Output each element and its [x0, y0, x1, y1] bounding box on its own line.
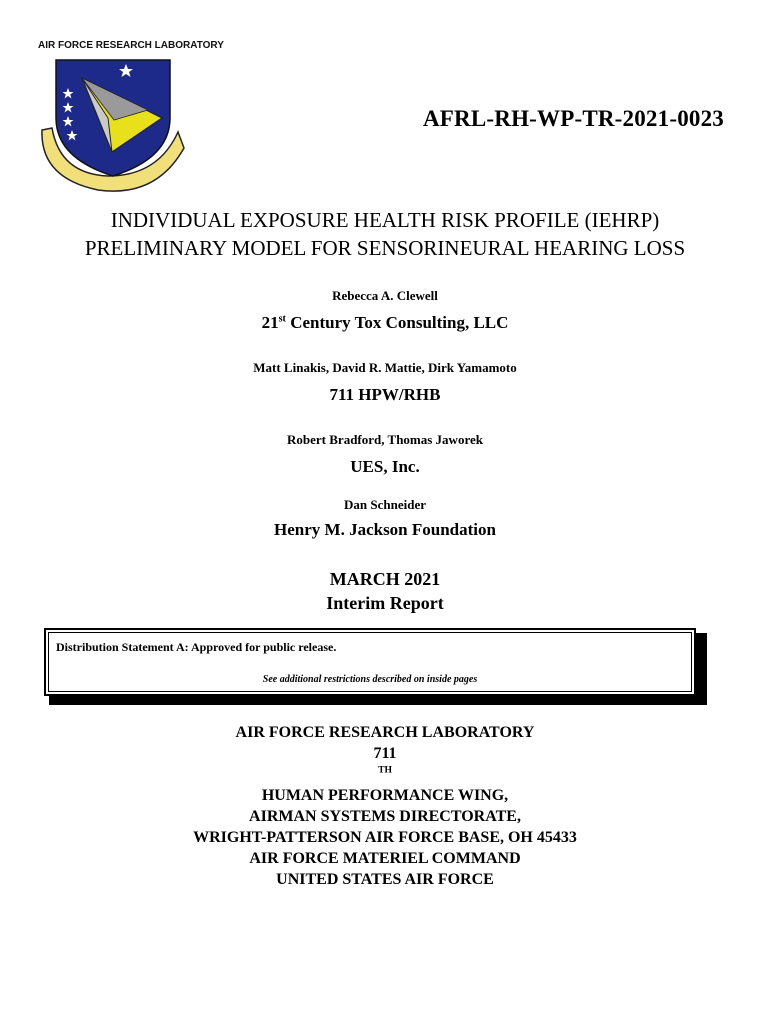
title-line-2: PRELIMINARY MODEL FOR SENSORINEURAL HEARING LOSS	[84, 236, 686, 260]
org-line-4: WRIGHT-PATTERSON AIR FORCE BASE, OH 45433	[193, 829, 577, 846]
author-names: Matt Linakis, David R. Mattie, Dirk Yamamoto	[253, 360, 517, 375]
organization-block	[0, 722, 770, 890]
org-wing-suffix: TH	[378, 764, 392, 776]
author-affiliation: Henry M. Jackson Foundation	[274, 520, 496, 539]
distribution-statement: Distribution Statement A: Approved for public release.	[56, 640, 337, 654]
author-affiliation	[0, 313, 770, 333]
affiliation-name: Century Tox Consulting, LLC	[285, 313, 509, 332]
org-line-1: AIR FORCE RESEARCH LABORATORY	[235, 724, 535, 741]
report-number: AFRL-RH-WP-TR-2021-0023	[422, 106, 724, 131]
author-names: Rebecca A. Clewell	[332, 288, 438, 303]
author-names: Dan Schneider	[344, 497, 426, 512]
org-wing-number: 711	[373, 745, 397, 762]
report-date-block	[0, 567, 770, 615]
report-title	[0, 206, 770, 262]
distribution-note: See additional restrictions described on inside pages	[262, 674, 478, 685]
distribution-box	[44, 628, 696, 696]
report-type: Interim Report	[326, 593, 444, 613]
org-line-5: AIR FORCE MATERIEL COMMAND	[249, 850, 521, 867]
afrl-logo	[38, 40, 224, 196]
affiliation-ordinal: 21	[261, 313, 279, 332]
org-line-6: UNITED STATES AIR FORCE	[276, 871, 494, 888]
org-line-2	[0, 743, 770, 806]
author-affiliation: UES, Inc.	[350, 457, 420, 476]
report-date: MARCH 2021	[329, 569, 441, 589]
affiliation-ordinal-suffix: st	[278, 313, 286, 325]
author-names: Robert Bradford, Thomas Jaworek	[287, 432, 483, 447]
org-line-3: AIRMAN SYSTEMS DIRECTORATE,	[249, 808, 521, 825]
author-affiliation: 711 HPW/RHB	[329, 385, 441, 404]
air-force-research-laboratory-shield-icon	[38, 40, 224, 196]
title-line-1: INDIVIDUAL EXPOSURE HEALTH RISK PROFILE (IEHRP)	[110, 208, 660, 232]
seal-text: AIR FORCE RESEARCH LABORATORY	[38, 40, 224, 51]
org-wing-name: HUMAN PERFORMANCE WING,	[261, 787, 509, 804]
